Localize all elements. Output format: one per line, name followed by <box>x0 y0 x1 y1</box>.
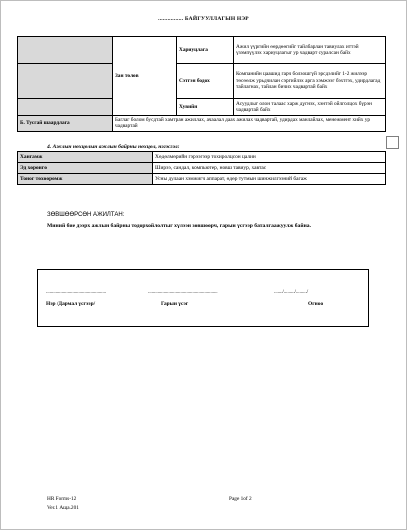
blank-gray-cell <box>18 37 113 64</box>
agreement-heading: ЗӨВШӨӨРСӨН АЖИЛТАН: <box>47 212 125 218</box>
page-number: Page 1of 2 <box>229 496 252 502</box>
row-text-personal: Асуудлыг олон талаас харж дүгнэх, хэнтэй ойлголцох бүрэн чадвартай байх <box>234 99 386 116</box>
conditions-table <box>17 151 386 185</box>
row-label-personal: Хувийн <box>177 99 234 116</box>
date-line[interactable]: ......./........./........./ <box>274 289 309 295</box>
form-code: HR Forms-12 <box>47 496 77 502</box>
form-version: Ver.1 Аща.201 <box>47 505 79 511</box>
signature-label: Гарын үсэг <box>161 301 189 307</box>
date-label: Огноо <box>308 301 324 307</box>
row-label-thinking: Сэтгэн бодох <box>177 64 234 99</box>
signature-line[interactable]: .......................................................... <box>148 289 218 295</box>
cond-label-equipment: Тоног төхөөрөмж <box>18 174 153 185</box>
group-label-cell: Зан төлөв <box>113 37 177 116</box>
row-text-thinking: Компанийн цаашид гарч болзошгүй эрсдэлийг 1-2 жилээр төсөөлж урьдчилан сэргийлэх арга хэмжээг бэхтгэх, удирдлагад тайлагнах, тайлан бичих чадвартай байх <box>234 64 386 99</box>
blank-gray-cell <box>18 99 113 116</box>
document-title: ................ БАЙГУУЛЛАГЫН НЭР <box>158 16 249 22</box>
signature-box <box>37 269 369 327</box>
agreement-text: Миний бие дээрх ажлын байрны тодорхойлолтыг хүлээн зөвшөөрч, гарын үсгээр баталгаажуулж байна. <box>47 223 311 229</box>
row-text-responsibility: Ажил үүргийн өөрдөөгийг тайлбарлан тавиулах иттэй үзэмпүүлэх хариуцлагыг ур чадварт суралсан байх <box>234 37 386 64</box>
blank-gray-cell <box>18 64 113 99</box>
cond-label-supply: Хангамж <box>18 152 153 163</box>
cond-text-property: Ширээ, сандал, компьютер, новш тавиур, хавтас <box>153 163 386 174</box>
cond-text-equipment: Усны дулаан хэмжигч аппарат, өдөр тутмын шинжилгээний багаж <box>153 174 386 185</box>
name-label: Нэр /Дармал үсгээр/ <box>46 301 96 307</box>
cond-text-supply: Хөдөлмөрийн гэрээгээр тохиролцсон цалин <box>153 152 386 163</box>
special-requirement-text: Баглаг болом бусдтай хамтран ажиллах, ачаалал даах ажилах чадвартай, удирдах манлайлах, менежмент хийх ур чадвартай <box>113 116 386 132</box>
name-line[interactable]: .................................................. <box>46 289 106 295</box>
row-label-responsibility: Хариуцлага <box>177 37 234 64</box>
cond-label-property: Эд хөрөнгө <box>18 163 153 174</box>
special-requirement-label: Б. Тусгай шаардлага <box>18 116 113 132</box>
margin-checkbox[interactable] <box>386 136 399 149</box>
requirements-table <box>17 36 386 132</box>
section-heading: 4. Ажлын нөхцөлын ажлын байрны нөхцөл, нэгэсгэл: <box>47 144 180 150</box>
